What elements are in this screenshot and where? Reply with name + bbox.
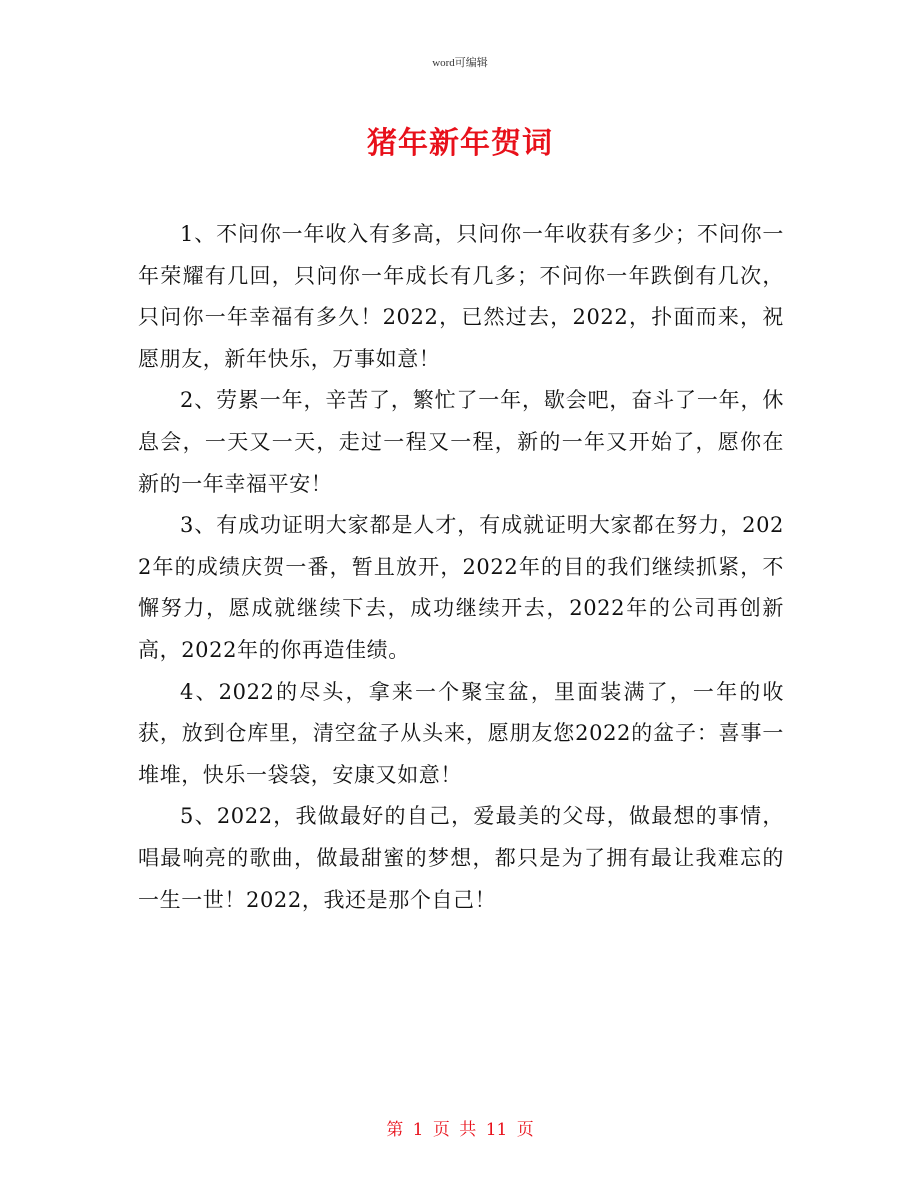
document-body	[138, 214, 784, 921]
page-number-footer: 第 1 页 共 11 页	[386, 1120, 534, 1140]
paragraph-3: 3、有成功证明大家都是人才，有成就证明大家都在努力，2022年的成绩庆贺一番，暂且放开，2022年的目的我们继续抓紧，不懈努力，愿成就继续下去，成功继续开去，2022年的公司再创新高，2022年的你再造佳绩。	[138, 513, 784, 662]
paragraph-5: 5、2022，我做最好的自己，爱最美的父母，做最想的事情，唱最响亮的歌曲，做最甜蜜的梦想，都只是为了拥有最让我难忘的一生一世！2022，我还是那个自己！	[138, 804, 784, 912]
header-note: word可编辑	[432, 57, 488, 69]
document-title: 猪年新年贺词	[367, 126, 553, 161]
paragraph-1: 1、不问你一年收入有多高，只问你一年收获有多少；不问你一年荣耀有几回，只问你一年成长有几多；不问你一年跌倒有几次，只问你一年幸福有多久！2022，已然过去，2022，扑面而来，祝愿朋友，新年快乐，万事如意！	[138, 222, 784, 371]
paragraph-2: 2、劳累一年，辛苦了，繁忙了一年，歇会吧，奋斗了一年，休息会，一天又一天，走过一程又一程，新的一年又开始了，愿你在新的一年幸福平安！	[138, 388, 784, 496]
paragraph-4: 4、2022的尽头，拿来一个聚宝盆，里面装满了，一年的收获，放到仓库里，清空盆子从头来，愿朋友您2022的盆子：喜事一堆堆，快乐一袋袋，安康又如意！	[138, 679, 784, 787]
